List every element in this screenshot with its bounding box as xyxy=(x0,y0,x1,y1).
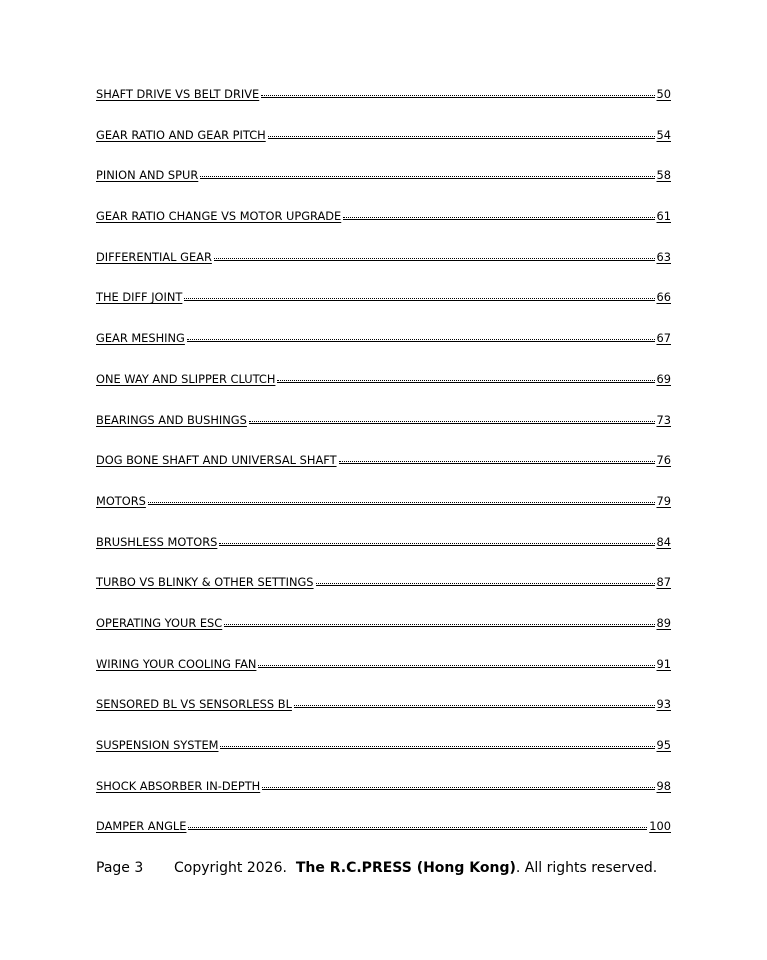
table-of-contents xyxy=(96,84,671,857)
toc-entry-page-number: 69 xyxy=(656,371,671,386)
toc-entry[interactable] xyxy=(96,694,671,735)
toc-entry[interactable] xyxy=(96,491,671,532)
toc-entry[interactable] xyxy=(96,206,671,247)
toc-dot-leader xyxy=(261,95,654,96)
toc-entry-page-number: 93 xyxy=(656,697,671,712)
toc-entry-page-number: 76 xyxy=(656,453,671,468)
toc-entry-title: TURBO VS BLINKY & OTHER SETTINGS xyxy=(96,575,314,590)
toc-entry-page-number: 66 xyxy=(656,290,671,305)
toc-dot-leader xyxy=(220,746,654,747)
toc-entry-page-number: 73 xyxy=(656,412,671,427)
toc-entry-page-number: 100 xyxy=(649,819,671,834)
toc-entry-title: DOG BONE SHAFT AND UNIVERSAL SHAFT xyxy=(96,453,337,468)
publisher-name: The R.C.PRESS (Hong Kong) xyxy=(295,860,516,876)
toc-entry-title: DIFFERENTIAL GEAR xyxy=(96,249,212,264)
toc-entry[interactable] xyxy=(96,776,671,817)
toc-entry-page-number: 79 xyxy=(656,493,671,508)
rights-text: . All rights reserved. xyxy=(515,860,658,876)
toc-entry[interactable] xyxy=(96,125,671,166)
toc-entry[interactable] xyxy=(96,450,671,491)
toc-dot-leader xyxy=(219,543,654,544)
toc-entry-page-number: 91 xyxy=(656,656,671,671)
toc-entry-title: BRUSHLESS MOTORS xyxy=(96,534,218,549)
toc-entry[interactable] xyxy=(96,532,671,573)
toc-dot-leader xyxy=(262,787,654,788)
toc-entry-page-number: 84 xyxy=(656,534,671,549)
toc-dot-leader xyxy=(316,583,655,584)
toc-entry[interactable] xyxy=(96,328,671,369)
toc-entry-title: WIRING YOUR COOLING FAN xyxy=(96,656,257,671)
toc-entry-page-number: 98 xyxy=(656,778,671,793)
toc-entry-page-number: 58 xyxy=(656,168,671,183)
toc-entry[interactable] xyxy=(96,287,671,328)
toc-entry-title: MOTORS xyxy=(96,493,146,508)
toc-entry-title: ONE WAY AND SLIPPER CLUTCH xyxy=(96,371,276,386)
toc-entry-title: SUSPENSION SYSTEM xyxy=(96,738,219,752)
toc-dot-leader xyxy=(200,176,654,177)
toc-entry-title: DAMPER ANGLE xyxy=(96,819,187,834)
toc-dot-leader xyxy=(187,339,655,340)
page-number: Page 3 xyxy=(96,860,144,876)
toc-entry[interactable] xyxy=(96,572,671,613)
toc-entry-page-number: 89 xyxy=(656,615,671,630)
toc-dot-leader xyxy=(339,461,655,462)
toc-dot-leader xyxy=(258,665,654,666)
toc-dot-leader xyxy=(249,421,655,422)
toc-entry[interactable] xyxy=(96,165,671,206)
toc-entry[interactable] xyxy=(96,816,671,857)
toc-entry[interactable] xyxy=(96,613,671,654)
toc-entry[interactable] xyxy=(96,84,671,125)
toc-entry-title: GEAR RATIO AND GEAR PITCH xyxy=(96,127,266,142)
toc-entry[interactable] xyxy=(96,410,671,451)
toc-entry-page-number: 87 xyxy=(656,575,671,590)
toc-entry-page-number: 95 xyxy=(656,738,671,752)
toc-entry-title: GEAR MESHING xyxy=(96,331,185,346)
toc-entry-title: PINION AND SPUR xyxy=(96,168,199,183)
toc-entry[interactable] xyxy=(96,735,671,776)
toc-entry[interactable] xyxy=(96,369,671,410)
toc-entry-title: BEARINGS AND BUSHINGS xyxy=(96,412,247,427)
page-footer xyxy=(96,859,657,877)
toc-entry-page-number: 67 xyxy=(656,331,671,346)
toc-entry-title: SHOCK ABSORBER IN-DEPTH xyxy=(96,778,261,793)
toc-entry[interactable] xyxy=(96,654,671,695)
toc-dot-leader xyxy=(148,502,655,503)
toc-dot-leader xyxy=(224,624,654,625)
toc-dot-leader xyxy=(277,380,654,381)
toc-entry-page-number: 61 xyxy=(656,209,671,224)
toc-entry-title: OPERATING YOUR ESC xyxy=(96,615,223,630)
toc-entry-title: SHAFT DRIVE VS BELT DRIVE xyxy=(96,87,260,101)
toc-entry[interactable] xyxy=(96,247,671,288)
toc-entry-title: GEAR RATIO CHANGE VS MOTOR UPGRADE xyxy=(96,209,342,224)
toc-dot-leader xyxy=(184,298,654,299)
copyright-text: Copyright 2026. xyxy=(174,860,287,876)
toc-dot-leader xyxy=(214,258,655,259)
toc-entry-title: THE DIFF JOINT xyxy=(96,290,183,305)
toc-dot-leader xyxy=(294,705,655,706)
toc-dot-leader xyxy=(188,827,647,828)
toc-entry-page-number: 54 xyxy=(656,127,671,142)
toc-entry-title: SENSORED BL VS SENSORLESS BL xyxy=(96,697,292,712)
toc-dot-leader xyxy=(268,136,655,137)
toc-dot-leader xyxy=(343,217,654,218)
toc-entry-page-number: 63 xyxy=(656,249,671,264)
toc-entry-page-number: 50 xyxy=(656,87,671,101)
